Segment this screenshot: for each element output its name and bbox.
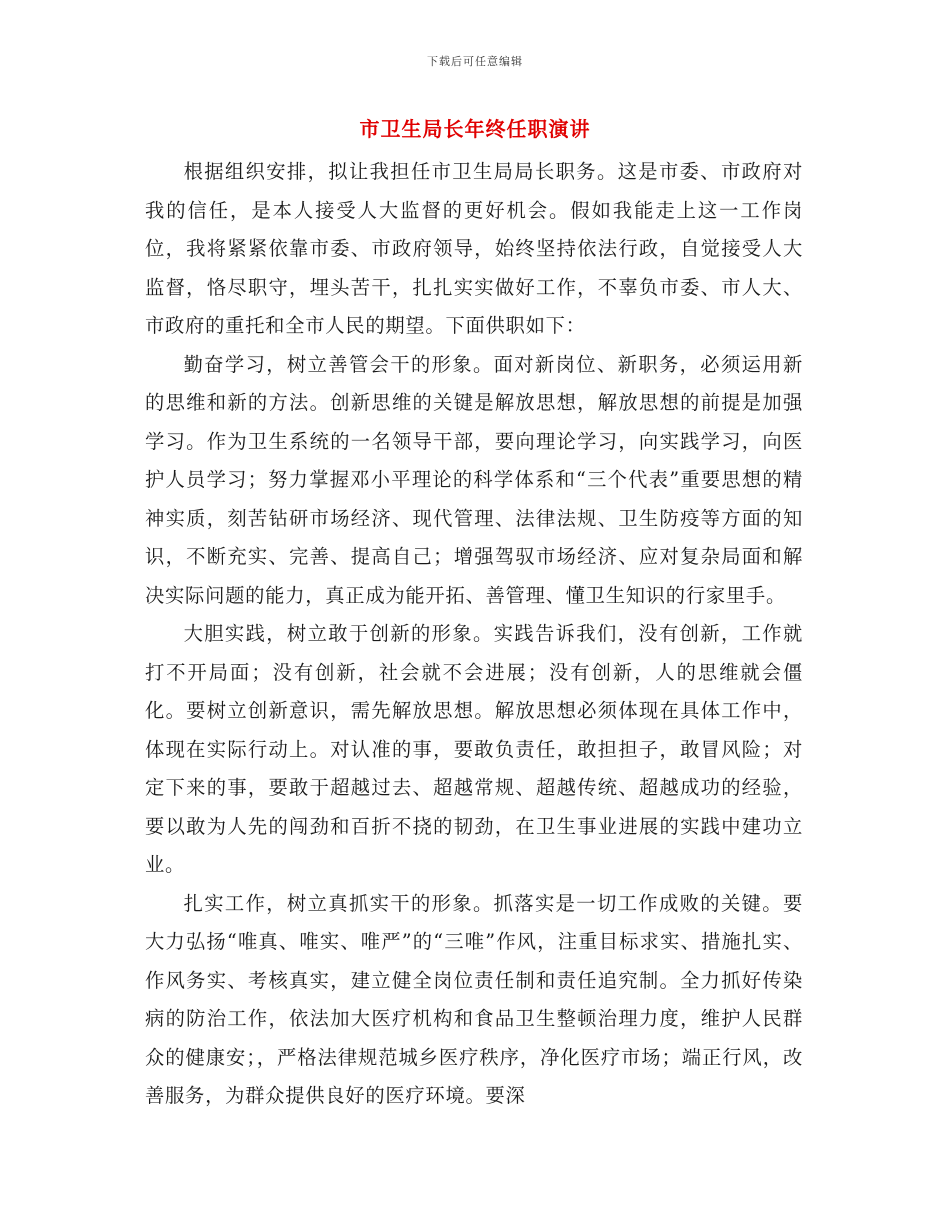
paragraph-practice: 大胆实践，树立敢于创新的形象。实践告诉我们，没有创新，工作就打不开局面；没有创新，社会就不会进展；没有创新，人的思维就会僵化。要树立创新意识，需先解放思想。解放思想必须体现在具体工作中，体现在实际行动上。对认准的事，要敢负责任，敢担担子，敢冒风险；对定下来的事，要敢于超越过去、超越常规、超越传统、超越成功的经验，要以敢为人先的闯劲和百折不挠的韧劲，在卫生事业进展的实践中建功立业。 xyxy=(145,622,803,876)
paragraph-study: 勤奋学习，树立善管会干的形象。面对新岗位、新职务，必须运用新的思维和新的方法。创新思维的关键是解放思想，解放思想的前提是加强学习。作为卫生系统的一名领导干部，要向理论学习，向实践学习，向医护人员学习；努力掌握邓小平理论的科学体系和“三个代表”重要思想的精神实质，刻苦钻研市场经济、现代管理、法律法规、卫生防疫等方面的知识，不断充实、完善、提高自己；增强驾驭市场经济、应对复杂局面和解决实际问题的能力，真正成为能开拓、善管理、懂卫生知识的行家里手。 xyxy=(145,352,803,607)
paragraph-intro: 根据组织安排，拟让我担任市卫生局局长职务。这是市委、市政府对我的信任，是本人接受人大监督的更好机会。假如我能走上这一工作岗位，我将紧紧依靠市委、市政府领导，始终坚持依法行政，自觉接受人大监督，恪尽职守，埋头苦干，扎扎实实做好工作，不辜负市委、市人大、市政府的重托和全市人民的期望。下面供职如下： xyxy=(145,160,803,337)
document-body xyxy=(145,153,803,1116)
document-title: 市卫生局长年终任职演讲 xyxy=(359,117,591,141)
page-header: 下载后可任意编辑 xyxy=(427,55,523,68)
paragraph-work: 扎实工作，树立真抓实干的形象。抓落实是一切工作成败的关键。要大力弘扬“唯真、唯实、唯严”的“三唯”作风，注重目标求实、措施扎实、作风务实、考核真实，建立健全岗位责任制和责任追究制。全力抓好传染病的防治工作，依法加大医疗机构和食品卫生整顿治理力度，维护人民群众的健康安；，严格法律规范城乡医疗秩序，净化医疗市场；端正行风，改善服务，为群众提供良好的医疗环境。要深 xyxy=(145,891,803,1107)
